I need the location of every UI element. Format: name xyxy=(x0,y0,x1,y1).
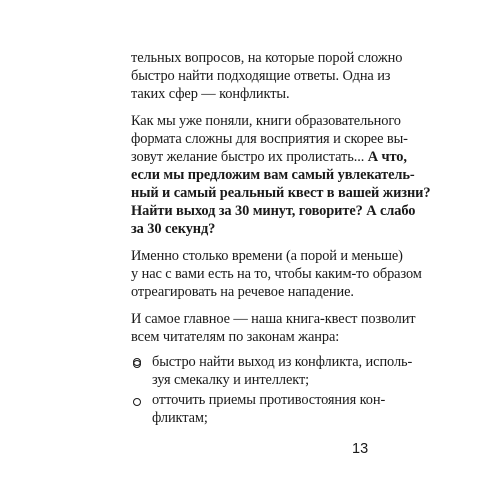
list-item: быстро найти выход из конфликта, исполь- xyxy=(152,354,413,370)
text-line: И самое главное — наша книга-квест позволит xyxy=(131,311,416,327)
text-line xyxy=(131,148,407,166)
bold-text-line: если мы предложим вам самый увлекатель- xyxy=(131,167,415,183)
bold-text-line: Найти выход за 30 минут, говорите? А слабо xyxy=(131,203,416,219)
text-line: тельных вопросов, на которые порой сложно xyxy=(131,50,403,66)
text-line: всем читателям по законам жанра: xyxy=(131,329,340,345)
list-item: отточить приемы противостояния кон- xyxy=(152,392,386,408)
list-item-continuation: зуя смекалку и интеллект; xyxy=(152,372,310,388)
text-line: отреагировать на речевое нападение. xyxy=(131,284,354,300)
text-line: быстро найти подходящие ответы. Одна из xyxy=(131,68,391,84)
page-number: 13 xyxy=(352,441,369,457)
bullet-icon xyxy=(133,358,141,366)
bold-text-run: А что, xyxy=(367,149,407,165)
text-line: у нас с вами есть на то, чтобы каким-то образом xyxy=(131,266,422,282)
text-line: таких сфер — конфликты. xyxy=(131,86,290,102)
bold-text-line: ный и самый реальный квест в вашей жизни? xyxy=(131,185,431,201)
text-run: зовут желание быстро их пролистать... xyxy=(131,149,368,165)
list-item-continuation: фликтам; xyxy=(152,410,208,426)
text-line: Как мы уже поняли, книги образовательного xyxy=(131,113,401,129)
bold-text-line: за 30 секунд? xyxy=(131,221,216,237)
text-line: Именно столько времени (а порой и меньше) xyxy=(131,248,403,264)
bullet-icon xyxy=(133,398,141,406)
text-line: формата сложны для восприятия и скорее вы- xyxy=(131,131,408,147)
